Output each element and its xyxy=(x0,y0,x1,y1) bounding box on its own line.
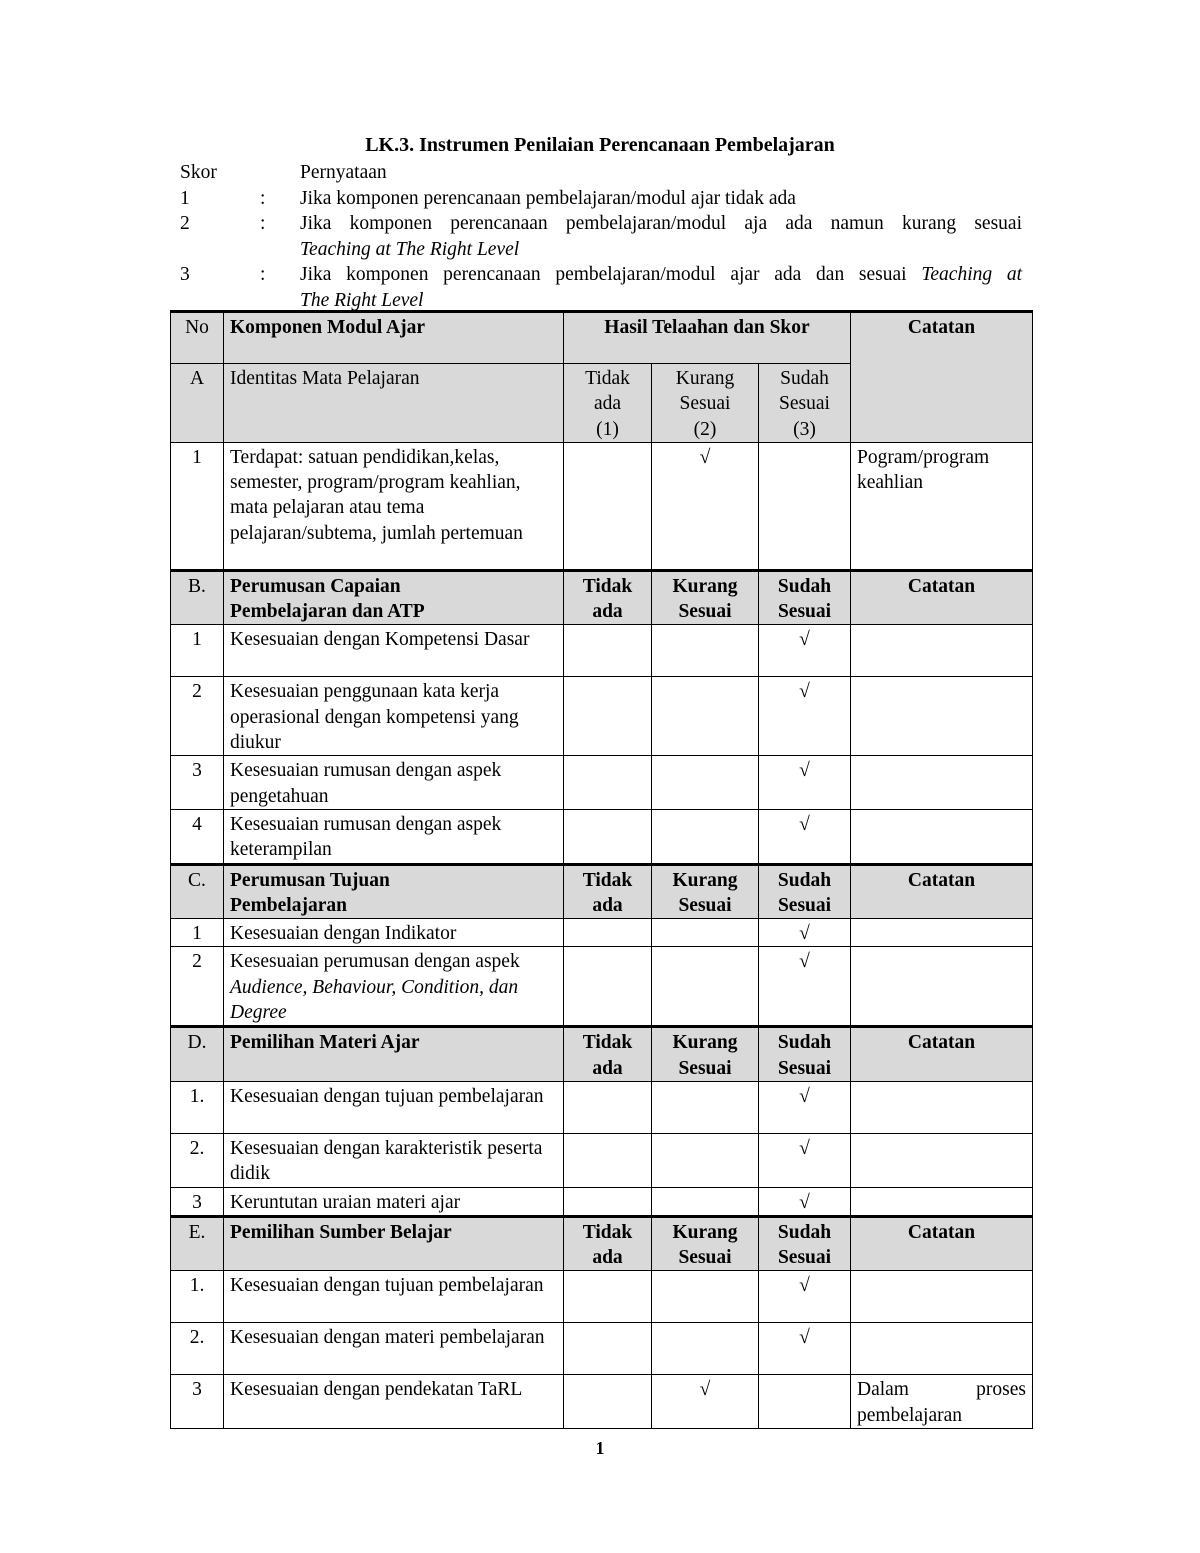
row-no: 2 xyxy=(171,677,224,756)
section-no: C. xyxy=(171,864,224,919)
legend-colon: : xyxy=(260,264,266,285)
legend-header xyxy=(180,160,1022,186)
cell-kurang xyxy=(652,1271,759,1323)
col-sudah-sesuai: Sudah Sesuai xyxy=(759,1216,851,1271)
cell-kurang xyxy=(652,947,759,1027)
section-b-header xyxy=(171,570,1033,625)
legend-skor-heading: Skor xyxy=(180,162,217,183)
table-row xyxy=(171,1271,1033,1323)
row-no: 3 xyxy=(171,756,224,810)
row-catatan xyxy=(851,947,1033,1027)
row-no: 2. xyxy=(171,1323,224,1375)
legend-colon: : xyxy=(260,213,266,234)
cell-tidak xyxy=(564,756,652,810)
row-catatan xyxy=(851,1133,1033,1187)
table-row xyxy=(171,1081,1033,1133)
col-catatan: Catatan xyxy=(851,1027,1033,1082)
table-row xyxy=(171,1323,1033,1375)
header-komponen: Komponen Modul Ajar xyxy=(224,312,564,364)
table-header-row xyxy=(171,312,1033,364)
row-catatan xyxy=(851,1081,1033,1133)
row-catatan: Pogram/program keahlian xyxy=(851,442,1033,570)
cell-tidak xyxy=(564,1375,652,1429)
row-no: 2 xyxy=(171,947,224,1027)
row-no: 1. xyxy=(171,1271,224,1323)
cell-sudah xyxy=(759,442,851,570)
legend-pernyataan-heading: Pernyataan xyxy=(300,162,387,183)
check-mark: √ xyxy=(759,947,851,1027)
cell-kurang xyxy=(652,809,759,864)
table-row xyxy=(171,947,1033,1027)
check-mark: √ xyxy=(759,756,851,810)
cell-tidak xyxy=(564,1187,652,1216)
cell-sudah xyxy=(759,1375,851,1429)
row-catatan xyxy=(851,756,1033,810)
legend-text: Jika komponen perencanaan pembelajaran/modul aja ada namun kurang sesuai xyxy=(300,213,1022,234)
assessment-table xyxy=(170,310,1033,1429)
score-legend xyxy=(180,160,1022,313)
table-row xyxy=(171,1133,1033,1187)
row-catatan xyxy=(851,1187,1033,1216)
cell-kurang xyxy=(652,677,759,756)
legend-colon: : xyxy=(260,187,266,209)
row-no: 1 xyxy=(171,919,224,947)
check-mark: √ xyxy=(759,677,851,756)
check-mark: √ xyxy=(759,1133,851,1187)
col-tidak-ada: Tidak ada xyxy=(564,570,652,625)
row-text: Kesesuaian dengan Indikator xyxy=(224,919,564,947)
table-row xyxy=(171,677,1033,756)
col-catatan: Catatan xyxy=(851,1216,1033,1271)
col-sudah-sesuai: Sudah Sesuai xyxy=(759,570,851,625)
check-mark: √ xyxy=(759,1187,851,1216)
row-catatan: Dalam proses pembelajaran xyxy=(851,1375,1033,1429)
row-text: Kesesuaian penggunaan kata kerja operasional dengan kompetensi yang diukur xyxy=(224,677,564,756)
cell-kurang xyxy=(652,1133,759,1187)
table-row xyxy=(171,442,1033,570)
legend-row xyxy=(180,262,1022,288)
row-text: Kesesuaian dengan tujuan pembelajaran xyxy=(224,1081,564,1133)
col-catatan: Catatan xyxy=(851,864,1033,919)
table-row xyxy=(171,1187,1033,1216)
col-catatan: Catatan xyxy=(851,570,1033,625)
cell-kurang xyxy=(652,625,759,677)
col-kurang-sesuai: Kurang Sesuai xyxy=(652,1027,759,1082)
row-catatan xyxy=(851,919,1033,947)
legend-row-cont xyxy=(180,237,1022,263)
section-label: Pemilihan Sumber Belajar xyxy=(224,1216,564,1271)
row-text: Terdapat: satuan pendidikan,kelas, semester, program/program keahlian, mata pelajaran atau tema pelajaran/subtema, jumlah pertemuan xyxy=(224,442,564,570)
check-mark: √ xyxy=(759,919,851,947)
cell-tidak xyxy=(564,1323,652,1375)
header-catatan: Catatan xyxy=(851,312,1033,443)
col-tidak-ada: Tidak ada xyxy=(564,1216,652,1271)
row-text: Kesesuaian dengan Kompetensi Dasar xyxy=(224,625,564,677)
table-row xyxy=(171,756,1033,810)
col-tidak-ada: Tidak ada (1) xyxy=(564,364,652,443)
cell-kurang xyxy=(652,756,759,810)
row-catatan xyxy=(851,625,1033,677)
section-a-no: A xyxy=(171,364,224,443)
page-number: 1 xyxy=(595,1438,605,1458)
legend-score: 3 xyxy=(180,264,190,285)
col-tidak-ada: Tidak ada xyxy=(564,1027,652,1082)
header-hasil: Hasil Telaahan dan Skor xyxy=(564,312,851,364)
cell-tidak xyxy=(564,1271,652,1323)
row-catatan xyxy=(851,1323,1033,1375)
row-no: 3 xyxy=(171,1375,224,1429)
col-sudah-sesuai: Sudah Sesuai (3) xyxy=(759,364,851,443)
row-text: Kesesuaian rumusan dengan aspek pengetahuan xyxy=(224,756,564,810)
col-kurang-sesuai: Kurang Sesuai xyxy=(652,570,759,625)
cell-kurang xyxy=(652,1187,759,1216)
section-no: E. xyxy=(171,1216,224,1271)
cell-tidak xyxy=(564,677,652,756)
table-row xyxy=(171,1375,1033,1429)
legend-row xyxy=(180,211,1022,237)
cell-tidak xyxy=(564,1081,652,1133)
row-text: Kesesuaian rumusan dengan aspek keterampilan xyxy=(224,809,564,864)
row-no: 4 xyxy=(171,809,224,864)
section-c-header xyxy=(171,864,1033,919)
col-kurang-sesuai: Kurang Sesuai xyxy=(652,1216,759,1271)
legend-score: 2 xyxy=(180,213,190,234)
row-text: Keruntutan uraian materi ajar xyxy=(224,1187,564,1216)
row-catatan xyxy=(851,1271,1033,1323)
cell-tidak xyxy=(564,919,652,947)
legend-row xyxy=(180,186,1022,212)
section-e-header xyxy=(171,1216,1033,1271)
check-mark: √ xyxy=(759,1323,851,1375)
legend-text-part: Jika komponen perencanaan pembelajaran/modul ajar ada dan sesuai xyxy=(300,264,922,285)
check-mark: √ xyxy=(759,625,851,677)
section-label: Perumusan Capaian Pembelajaran dan ATP xyxy=(224,570,564,625)
section-label: Perumusan Tujuan Pembelajaran xyxy=(224,864,564,919)
check-mark: √ xyxy=(652,1375,759,1429)
section-no: B. xyxy=(171,570,224,625)
legend-text xyxy=(300,262,1022,288)
document-title: LK.3. Instrumen Penilaian Perencanaan Pembelajaran xyxy=(365,134,835,156)
row-text: Kesesuaian dengan karakteristik peserta didik xyxy=(224,1133,564,1187)
cell-tidak xyxy=(564,809,652,864)
check-mark: √ xyxy=(759,1271,851,1323)
row-catatan xyxy=(851,809,1033,864)
cell-kurang xyxy=(652,1323,759,1375)
section-label: Pemilihan Materi Ajar xyxy=(224,1027,564,1082)
section-no: D. xyxy=(171,1027,224,1082)
legend-text-italic: Teaching at xyxy=(921,264,1023,285)
legend-text-italic: Teaching at The Right Level xyxy=(300,238,520,260)
col-sudah-sesuai: Sudah Sesuai xyxy=(759,864,851,919)
row-no: 3 xyxy=(171,1187,224,1216)
legend-text: Jika komponen perencanaan pembelajaran/modul ajar tidak ada xyxy=(300,187,796,209)
row-text: Kesesuaian dengan tujuan pembelajaran xyxy=(224,1271,564,1323)
row-no: 1 xyxy=(171,625,224,677)
row-text: Kesesuaian perumusan dengan aspek Audience, Behaviour, Condition, dan Degree xyxy=(224,947,564,1027)
section-d-header xyxy=(171,1027,1033,1082)
cell-tidak xyxy=(564,947,652,1027)
row-no: 2. xyxy=(171,1133,224,1187)
row-catatan xyxy=(851,677,1033,756)
col-kurang-sesuai: Kurang Sesuai (2) xyxy=(652,364,759,443)
row-text: Kesesuaian dengan materi pembelajaran xyxy=(224,1323,564,1375)
check-mark: √ xyxy=(759,809,851,864)
legend-score: 1 xyxy=(180,187,190,209)
col-sudah-sesuai: Sudah Sesuai xyxy=(759,1027,851,1082)
cell-tidak xyxy=(564,625,652,677)
row-text: Kesesuaian dengan pendekatan TaRL xyxy=(224,1375,564,1429)
check-mark: √ xyxy=(652,442,759,570)
col-kurang-sesuai: Kurang Sesuai xyxy=(652,864,759,919)
legend-text-italic: The Right Level xyxy=(300,289,424,311)
cell-tidak xyxy=(564,1133,652,1187)
table-row xyxy=(171,919,1033,947)
cell-tidak xyxy=(564,442,652,570)
cell-kurang xyxy=(652,919,759,947)
cell-kurang xyxy=(652,1081,759,1133)
table-row xyxy=(171,625,1033,677)
header-no: No xyxy=(171,312,224,364)
row-no: 1. xyxy=(171,1081,224,1133)
table-row xyxy=(171,809,1033,864)
section-a-label: Identitas Mata Pelajaran xyxy=(224,364,564,443)
col-tidak-ada: Tidak ada xyxy=(564,864,652,919)
row-no: 1 xyxy=(171,442,224,570)
check-mark: √ xyxy=(759,1081,851,1133)
